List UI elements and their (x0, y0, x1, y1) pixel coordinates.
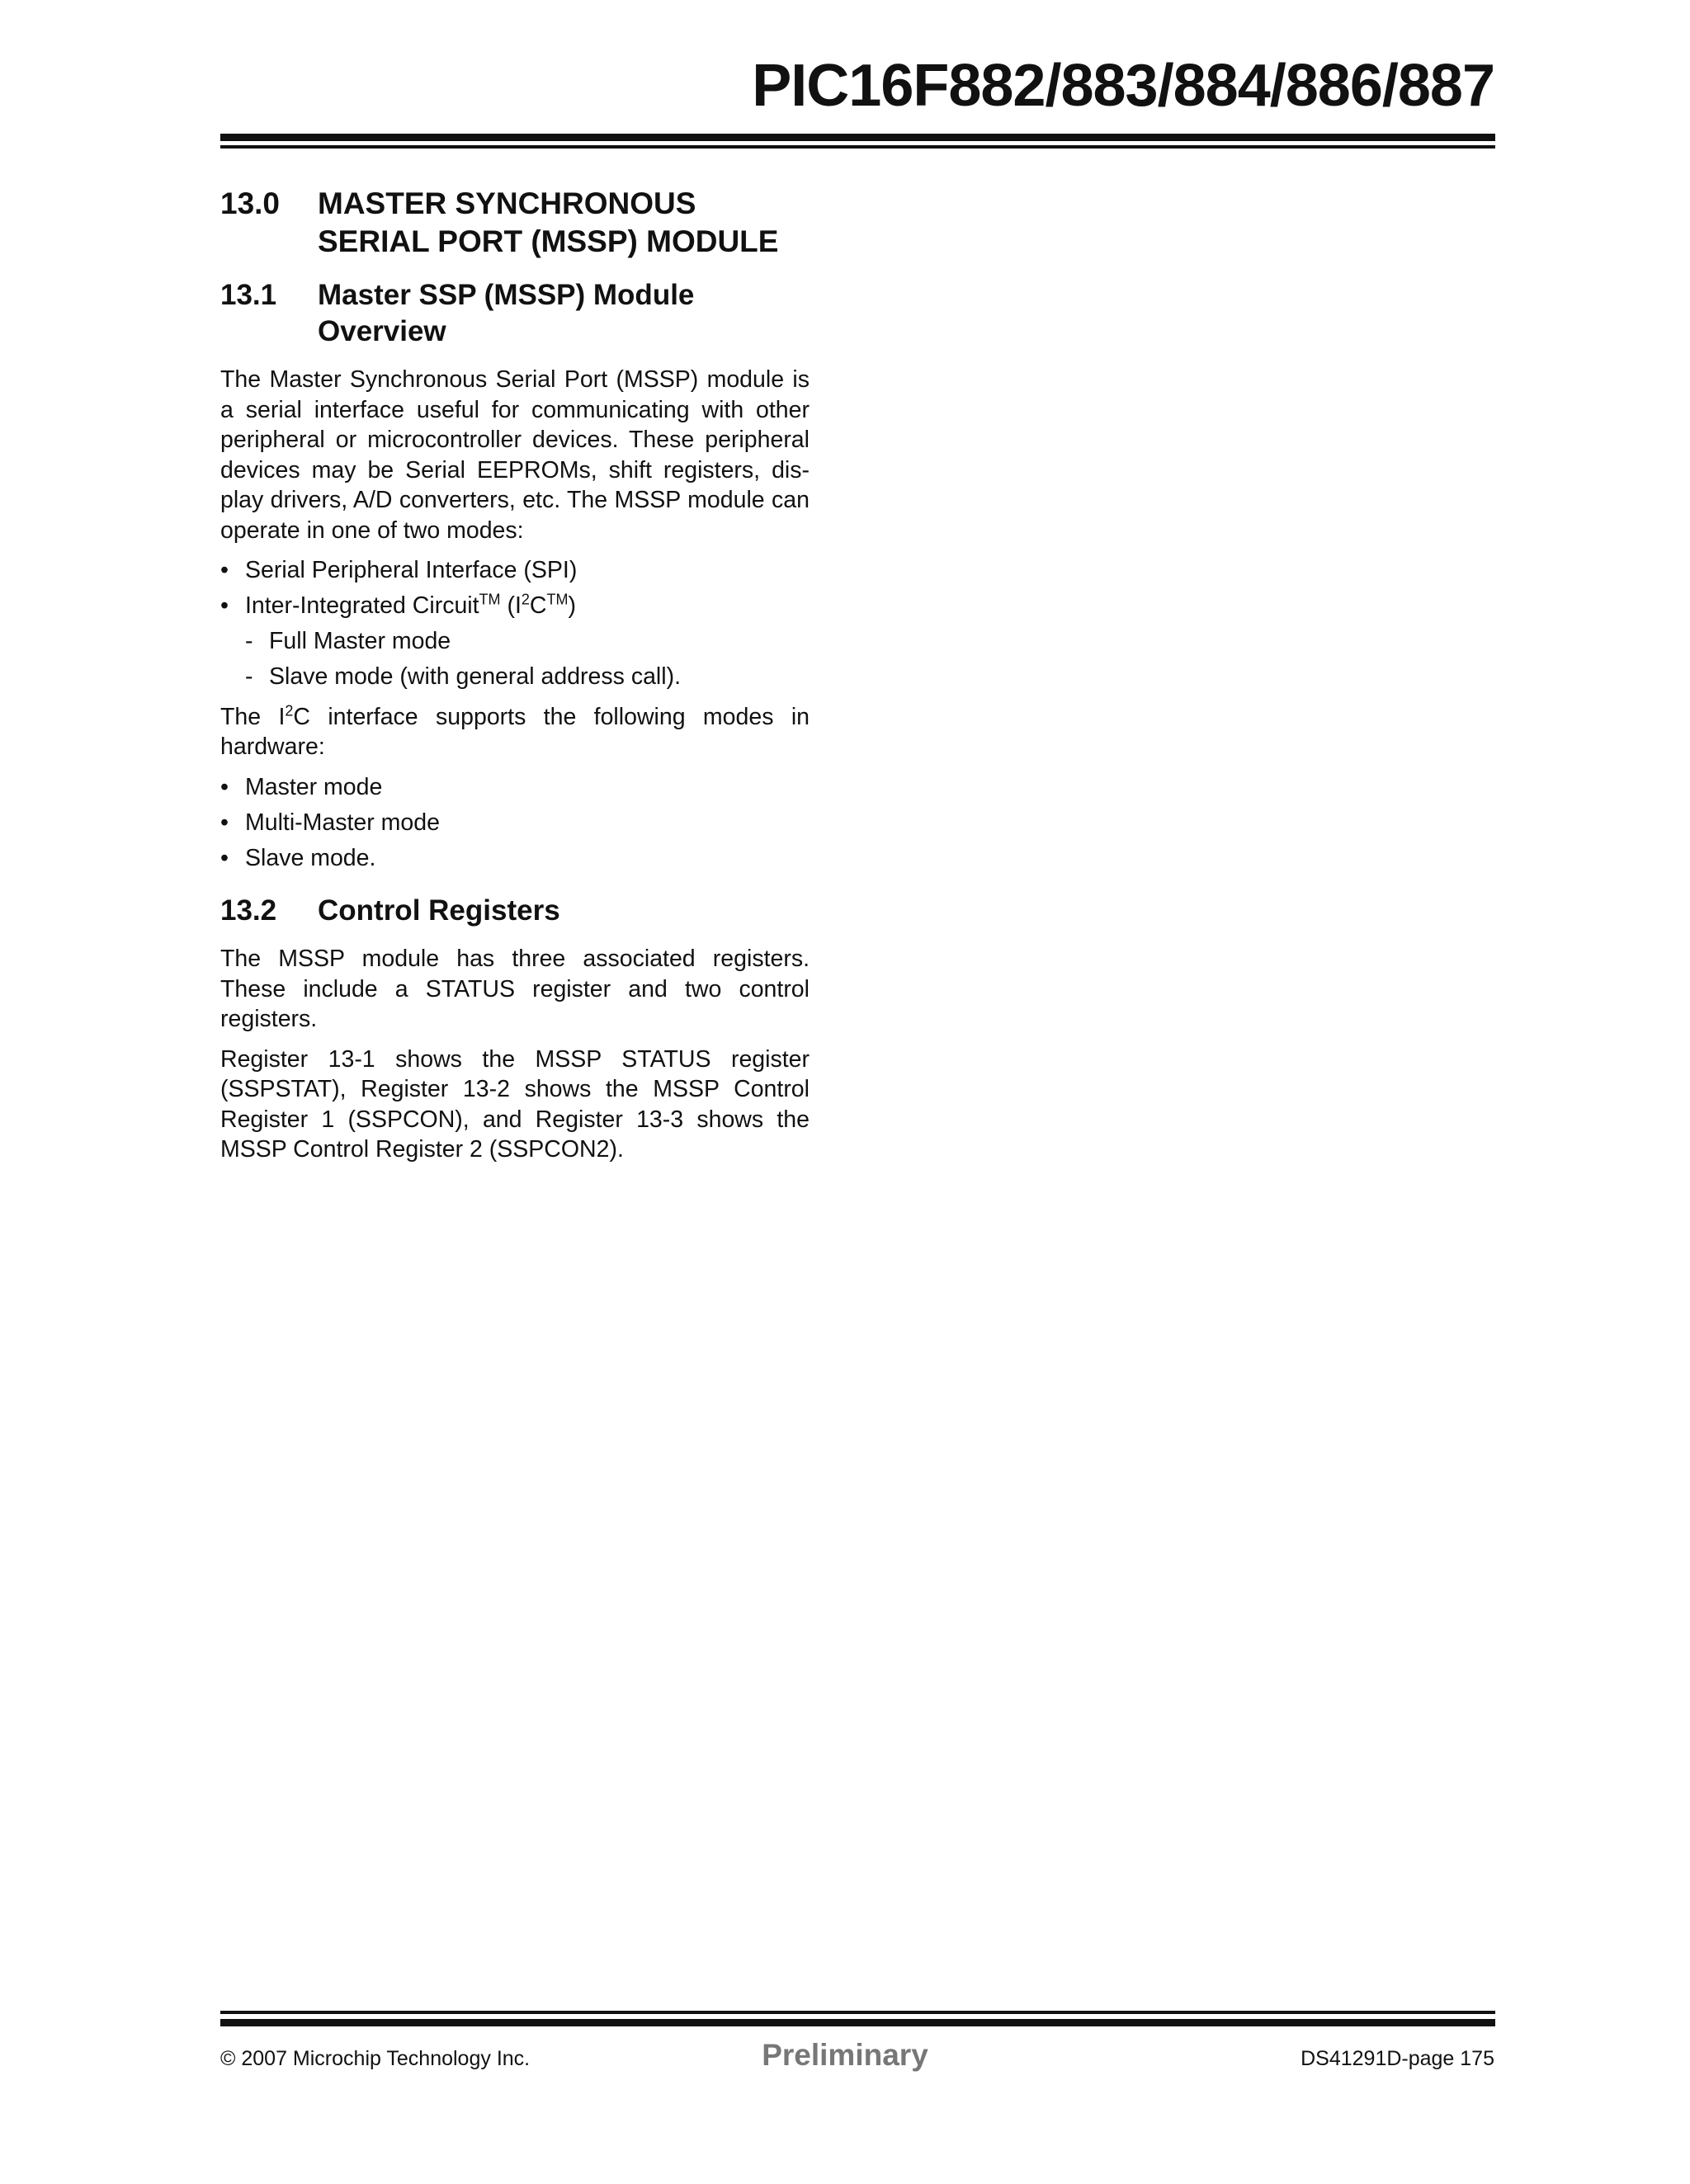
list-item (220, 808, 810, 838)
bullet-glyph: • (220, 557, 229, 583)
mssp-overview-paragraph: The Master Synchronous Serial Port (MSSP) module is a serial interface useful for communicating with other peripheral or microcontroller devices. These peripheral devices may be Serial EEPROMs, shift registers, dis- play drivers, A/D converters, etc. The MSSP module can operate in one of two modes: (220, 366, 810, 544)
list-item (220, 662, 810, 692)
footer-rule-thick (220, 2019, 1495, 2026)
list-item-text: Slave mode (with general address call). (269, 663, 681, 690)
list-item (220, 843, 810, 874)
bullet-glyph: • (220, 844, 229, 871)
list-item (220, 591, 810, 621)
section-title: Control Registers (318, 894, 560, 927)
list-item-text: Slave mode. (245, 844, 376, 871)
list-item-text: Inter-Integrated Circuit™ $(I^2C™)$ (245, 591, 576, 619)
section-title: MASTER SYNCHRONOUS SERIAL PORT (MSSP) MODULE (318, 186, 779, 258)
list-item-text: Serial Peripheral Interface (SPI) (245, 557, 578, 583)
header-rule-thick (220, 134, 1495, 141)
mssp-modes-list (220, 555, 810, 692)
list-item (220, 626, 810, 657)
bullet-glyph: • (220, 809, 229, 836)
document-header-title: PIC16F882/883/884/886/887 (752, 53, 1494, 119)
section-13-0-heading (220, 185, 810, 261)
footer-page-reference: DS41291D-page 175 (1301, 2047, 1494, 2070)
i2c-support-paragraph: The $I^2C$ interface supports the following modes in hardware: (220, 702, 810, 760)
bullet-glyph: • (220, 592, 229, 619)
list-item-text: Multi-Master mode (245, 809, 440, 836)
bullet-glyph: • (220, 773, 229, 800)
list-item (220, 772, 810, 803)
list-item-text: Full Master mode (269, 628, 451, 654)
control-registers-paragraph-2: Register 13-1 shows the MSSP STATUS register (SSPSTAT), Register 13-2 shows the MSSP Control Register 1 (SSPCON), and Register 13-3 shows the MSSP Control Register 2 (SSPCON2). (220, 1045, 810, 1163)
dash-glyph: - (245, 628, 253, 654)
section-title: Master SSP (MSSP) Module Overview (318, 279, 695, 347)
list-item-text: Master mode (245, 773, 383, 800)
control-registers-paragraph-1: The MSSP module has three associated registers. These include a STATUS register and two control registers. (220, 946, 810, 1032)
section-number: 13.2 (220, 894, 277, 927)
section-number: 13.0 (220, 186, 281, 220)
section-number: 13.1 (220, 279, 277, 311)
footer-preliminary-label: Preliminary (762, 2038, 928, 2072)
header-rule-thin (220, 145, 1495, 149)
main-column (220, 185, 810, 1175)
footer-rule-thin (220, 2011, 1495, 2014)
footer-copyright: © 2007 Microchip Technology Inc. (220, 2047, 531, 2070)
i2c-hardware-modes-list (220, 772, 810, 874)
dash-glyph: - (245, 663, 253, 690)
list-item (220, 555, 810, 586)
section-13-2-heading (220, 893, 810, 929)
section-13-1-heading (220, 277, 810, 350)
